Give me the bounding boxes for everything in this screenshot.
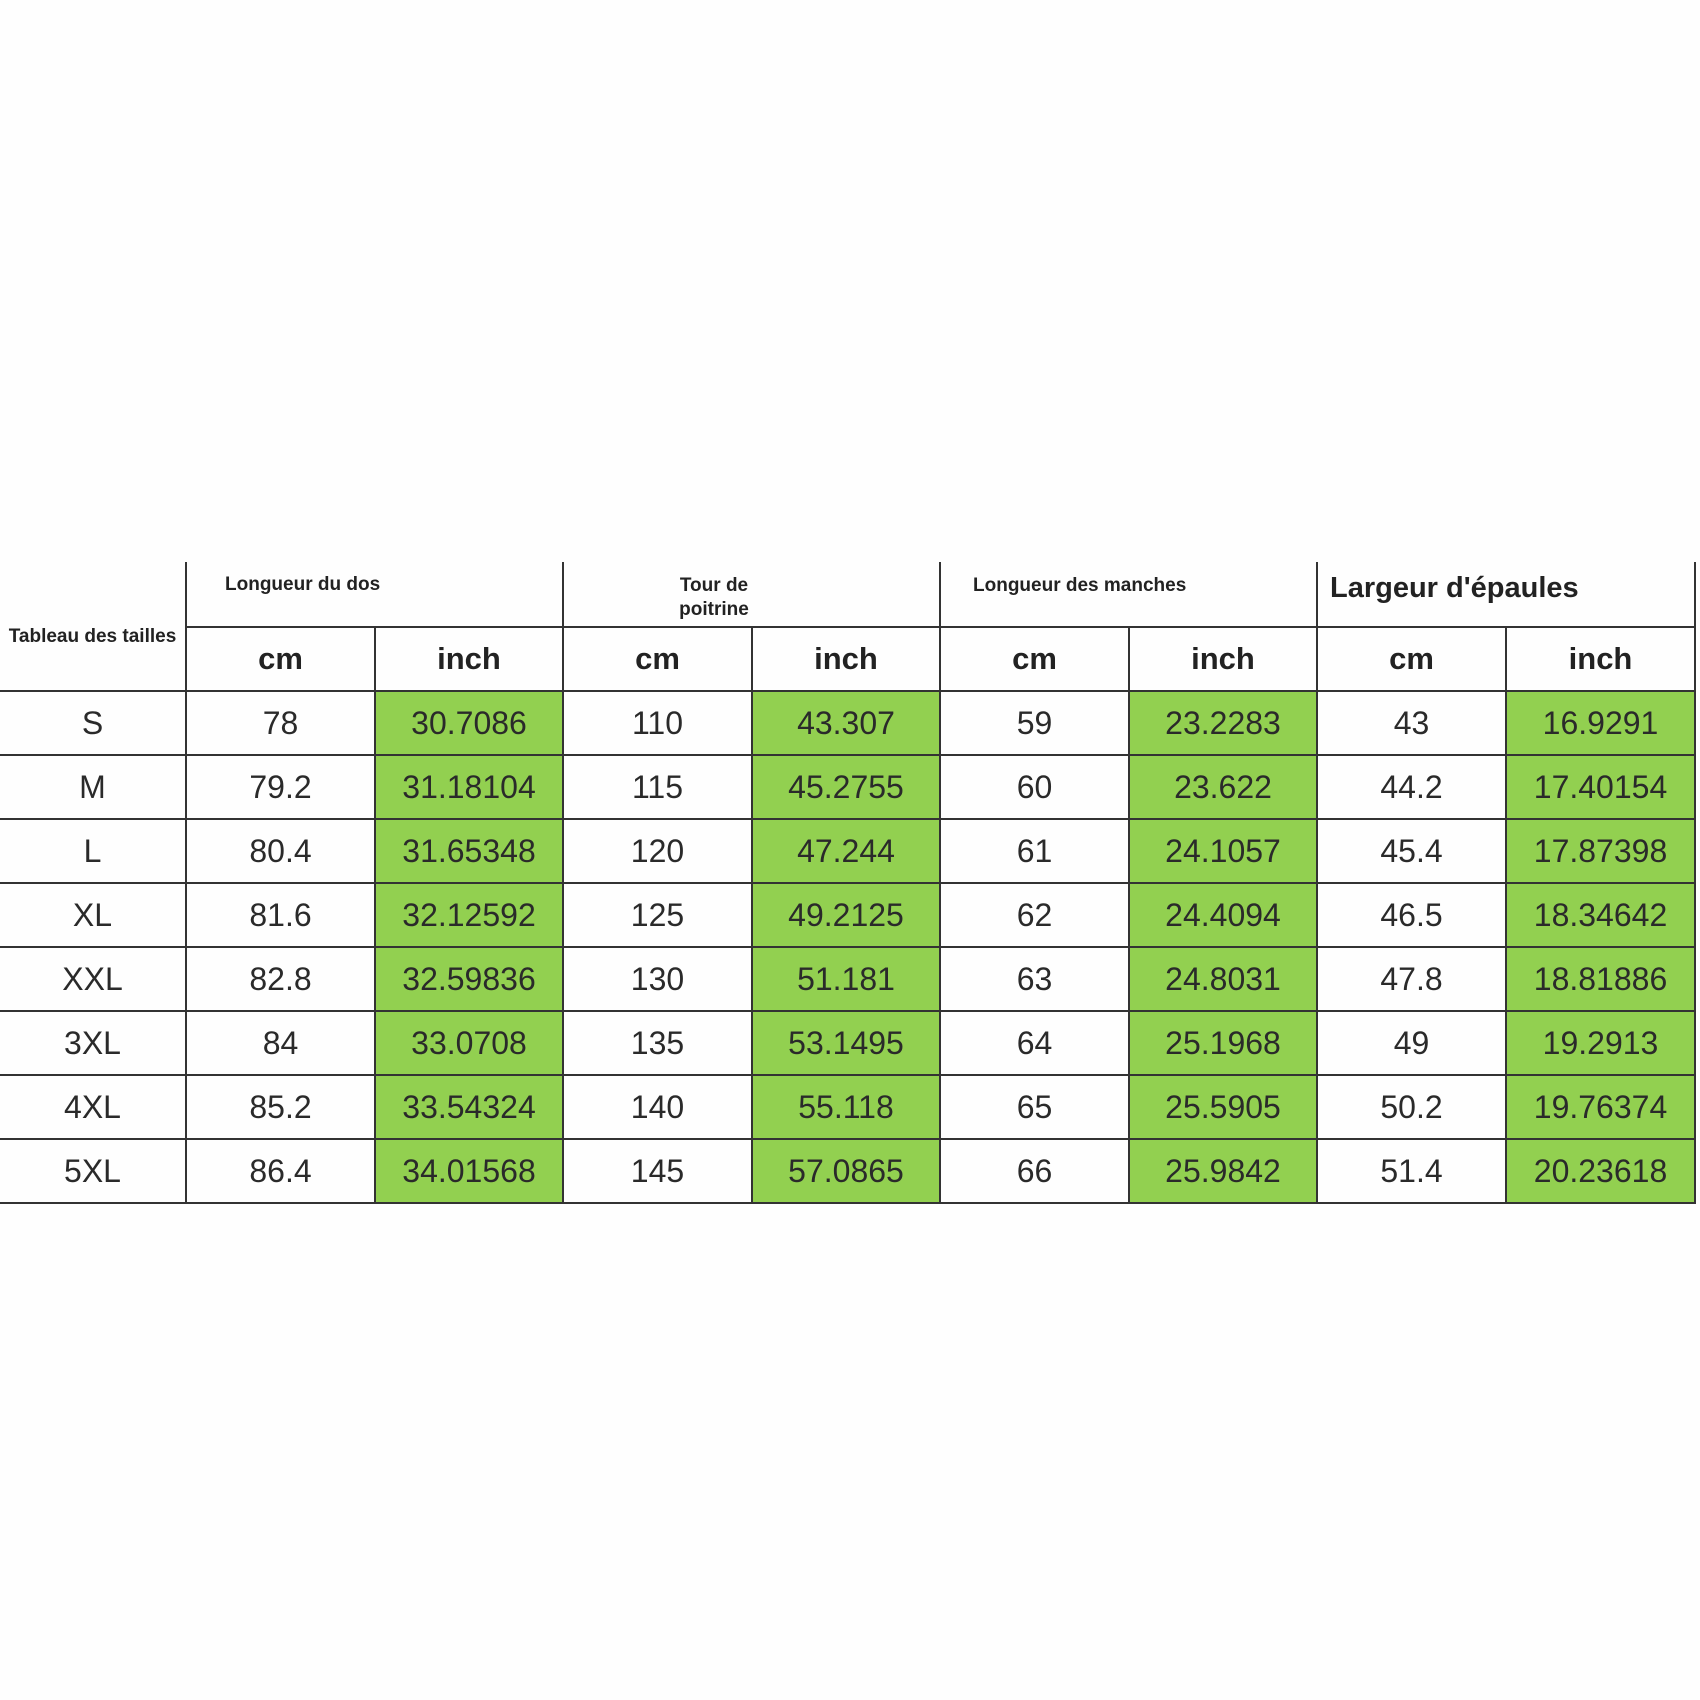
chest-inch-cell: 49.2125 xyxy=(752,883,940,947)
back-cm-cell: 86.4 xyxy=(186,1139,375,1203)
shoulder-inch-cell: 19.2913 xyxy=(1506,1011,1695,1075)
chest-cm-cell: 145 xyxy=(563,1139,752,1203)
shoulder-cm-cell: 50.2 xyxy=(1317,1075,1506,1139)
shoulder-cm-cell: 49 xyxy=(1317,1011,1506,1075)
back-inch-cell: 31.18104 xyxy=(375,755,563,819)
size-label: 4XL xyxy=(0,1075,186,1139)
table-row xyxy=(0,947,1695,1011)
group-header-chest xyxy=(563,562,940,627)
shoulder-cm-cell: 46.5 xyxy=(1317,883,1506,947)
sleeve-cm-cell: 62 xyxy=(940,883,1129,947)
sleeve-cm-cell: 61 xyxy=(940,819,1129,883)
size-label: XXL xyxy=(0,947,186,1011)
unit-header-inch: inch xyxy=(1506,627,1695,691)
chest-cm-cell: 130 xyxy=(563,947,752,1011)
sleeve-inch-cell: 24.4094 xyxy=(1129,883,1317,947)
unit-header-cm: cm xyxy=(1317,627,1506,691)
table-row xyxy=(0,755,1695,819)
group-header-row xyxy=(0,562,1695,627)
shoulder-inch-cell: 16.9291 xyxy=(1506,691,1695,755)
shoulder-inch-cell: 17.87398 xyxy=(1506,819,1695,883)
back-inch-cell: 32.59836 xyxy=(375,947,563,1011)
group-header-label: Tour de poitrine xyxy=(679,575,749,620)
sleeve-inch-cell: 24.1057 xyxy=(1129,819,1317,883)
shoulder-inch-cell: 19.76374 xyxy=(1506,1075,1695,1139)
unit-header-inch: inch xyxy=(752,627,940,691)
sleeve-cm-cell: 66 xyxy=(940,1139,1129,1203)
back-cm-cell: 81.6 xyxy=(186,883,375,947)
unit-header-inch: inch xyxy=(375,627,563,691)
table-row xyxy=(0,691,1695,755)
sleeve-cm-cell: 59 xyxy=(940,691,1129,755)
sleeve-inch-cell: 25.1968 xyxy=(1129,1011,1317,1075)
chest-cm-cell: 140 xyxy=(563,1075,752,1139)
back-cm-cell: 78 xyxy=(186,691,375,755)
shoulder-inch-cell: 18.34642 xyxy=(1506,883,1695,947)
back-cm-cell: 79.2 xyxy=(186,755,375,819)
back-inch-cell: 32.12592 xyxy=(375,883,563,947)
back-inch-cell: 33.54324 xyxy=(375,1075,563,1139)
size-label: 3XL xyxy=(0,1011,186,1075)
group-header-label: Longueur des manches xyxy=(973,575,1187,596)
shoulder-inch-cell: 18.81886 xyxy=(1506,947,1695,1011)
back-inch-cell: 31.65348 xyxy=(375,819,563,883)
chest-inch-cell: 43.307 xyxy=(752,691,940,755)
shoulder-cm-cell: 51.4 xyxy=(1317,1139,1506,1203)
table-row xyxy=(0,1011,1695,1075)
unit-header-inch: inch xyxy=(1129,627,1317,691)
sleeve-cm-cell: 63 xyxy=(940,947,1129,1011)
corner-label: Tableau des tailles xyxy=(0,562,186,691)
shoulder-cm-cell: 47.8 xyxy=(1317,947,1506,1011)
sleeve-inch-cell: 23.2283 xyxy=(1129,691,1317,755)
sleeve-cm-cell: 65 xyxy=(940,1075,1129,1139)
unit-header-cm: cm xyxy=(940,627,1129,691)
size-label: XL xyxy=(0,883,186,947)
sleeve-inch-cell: 23.622 xyxy=(1129,755,1317,819)
chest-cm-cell: 115 xyxy=(563,755,752,819)
unit-header-cm: cm xyxy=(186,627,375,691)
unit-header-row xyxy=(0,627,1695,691)
size-label: L xyxy=(0,819,186,883)
shoulder-inch-cell: 17.40154 xyxy=(1506,755,1695,819)
size-label: 5XL xyxy=(0,1139,186,1203)
chest-cm-cell: 135 xyxy=(563,1011,752,1075)
chest-cm-cell: 120 xyxy=(563,819,752,883)
size-label: S xyxy=(0,691,186,755)
chest-inch-cell: 57.0865 xyxy=(752,1139,940,1203)
back-inch-cell: 30.7086 xyxy=(375,691,563,755)
back-cm-cell: 80.4 xyxy=(186,819,375,883)
sleeve-inch-cell: 25.5905 xyxy=(1129,1075,1317,1139)
shoulder-inch-cell: 20.23618 xyxy=(1506,1139,1695,1203)
chest-cm-cell: 125 xyxy=(563,883,752,947)
back-inch-cell: 34.01568 xyxy=(375,1139,563,1203)
chest-inch-cell: 55.118 xyxy=(752,1075,940,1139)
group-header-label: Largeur d'épaules xyxy=(1330,572,1579,604)
chest-inch-cell: 51.181 xyxy=(752,947,940,1011)
back-cm-cell: 82.8 xyxy=(186,947,375,1011)
back-cm-cell: 84 xyxy=(186,1011,375,1075)
shoulder-cm-cell: 43 xyxy=(1317,691,1506,755)
sleeve-cm-cell: 64 xyxy=(940,1011,1129,1075)
chest-inch-cell: 45.2755 xyxy=(752,755,940,819)
chest-inch-cell: 47.244 xyxy=(752,819,940,883)
group-header-label: Longueur du dos xyxy=(225,574,381,595)
shoulder-cm-cell: 45.4 xyxy=(1317,819,1506,883)
chest-cm-cell: 110 xyxy=(563,691,752,755)
chest-inch-cell: 53.1495 xyxy=(752,1011,940,1075)
table-row xyxy=(0,1139,1695,1203)
unit-header-cm: cm xyxy=(563,627,752,691)
table-row xyxy=(0,883,1695,947)
sleeve-cm-cell: 60 xyxy=(940,755,1129,819)
table-row xyxy=(0,819,1695,883)
size-label: M xyxy=(0,755,186,819)
shoulder-cm-cell: 44.2 xyxy=(1317,755,1506,819)
table-row xyxy=(0,1075,1695,1139)
sleeve-inch-cell: 25.9842 xyxy=(1129,1139,1317,1203)
size-chart-table xyxy=(0,562,1696,1204)
group-header-sleeve-length xyxy=(940,562,1317,627)
back-inch-cell: 33.0708 xyxy=(375,1011,563,1075)
group-header-shoulder-width xyxy=(1317,562,1695,627)
group-header-back-length xyxy=(186,562,563,627)
sleeve-inch-cell: 24.8031 xyxy=(1129,947,1317,1011)
back-cm-cell: 85.2 xyxy=(186,1075,375,1139)
